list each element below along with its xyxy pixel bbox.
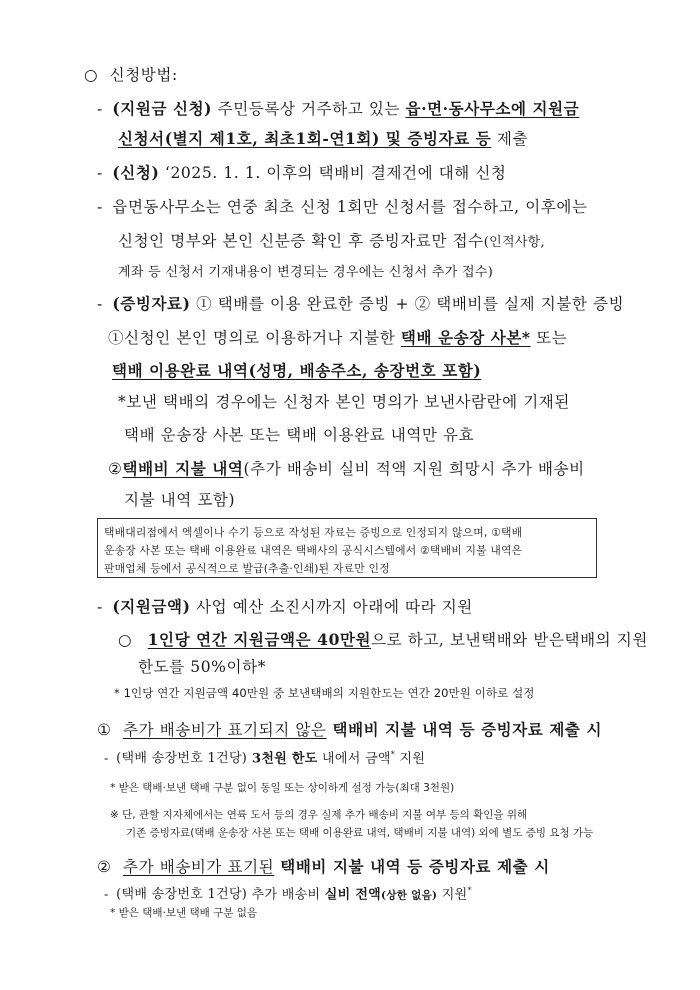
case-2-title: [97, 859, 550, 876]
amount-sub-line-2: 한도를 50%이하*: [138, 658, 266, 676]
notice-line-3: 판매업체 등에서 공식적으로 발급(추출·인쇄)된 자료만 인정: [104, 562, 390, 575]
notice-line-1: 택배대리점에서 엑셀이나 수기 등으로 작성된 자료는 증빙으로 인정되지 않으며, ①택배: [104, 526, 523, 539]
apply-period-item: [97, 165, 507, 182]
case-1-detail-text: 내에서 금액: [317, 751, 391, 767]
evidence-sub-2-line-2: 지불 내역 포함): [124, 491, 236, 509]
case-2-number: ②: [97, 858, 112, 876]
dash: -: [97, 164, 103, 182]
evidence-label: (증빙자료): [112, 294, 191, 313]
dash: -: [97, 295, 103, 313]
amount-label: (지원금액): [112, 597, 191, 616]
apply-item-cont: [118, 131, 528, 148]
apply-label: (지원금 신청): [112, 99, 213, 118]
case-2-detail-paren: (택배 송장번호 1건당): [116, 887, 248, 903]
case-1-title-rest: 택배비 지불 내역 등 증빙자료 제출 시: [326, 720, 603, 739]
case-1-note-2-line-1: ※ 단, 관할 지자체에서는 연륙 도서 등의 경우 실제 추가 배송비 지불 여부 등의 확인을 위해: [110, 809, 528, 821]
case-2-detail-text: 추가 배송비: [247, 887, 325, 903]
amount-sub-text: 으로 하고, 보낸택배와 받은택배의 지원: [371, 631, 648, 649]
case-2-detail-end: 지원: [437, 887, 468, 903]
case-2-title-rest: 택배비 지불 내역 등 증빙자료 제출 시: [274, 857, 550, 876]
apply-underline-1: 읍·면·동사무소에 지원금: [405, 99, 580, 118]
office-item: [97, 200, 588, 216]
case-2-underline: 추가 배송비가 표기된: [123, 858, 275, 876]
case-2-detail: [104, 887, 472, 901]
case-2-detail-small: (상한 없음): [381, 889, 438, 902]
evidence-sub-1-suffix: 또는: [530, 329, 568, 347]
evidence-sub-1-prefix: ①신청인 본인 명의로 이용하거나 지불한: [108, 329, 401, 347]
office-line-2-small: (인적사항,: [483, 235, 545, 250]
case-2-note: * 받은 택배·보낸 택배 구분 없음: [110, 907, 257, 919]
office-line-1: 읍면동사무소는 연중 최초 신청 1회만 신청서를 접수하고, 이후에는: [112, 198, 588, 216]
dash: -: [97, 198, 103, 216]
office-line-2-main: 신청인 명부와 본인 신분증 확인 후 증빙자료만 접수: [118, 232, 484, 250]
footnote-marker: *: [467, 886, 472, 895]
evidence-note-1-line-1: *보낸 택배의 경우에는 신청자 본인 명의가 보낸사람란에 기재된: [118, 393, 570, 411]
evidence-item: [97, 296, 624, 313]
amount-sub: [118, 632, 648, 649]
evidence-sub-1-underline: 택배 운송장 사본*: [400, 328, 531, 347]
evidence-note-1-line-2: 택배 운송장 사본 또는 택배 이용완료 내역만 유효: [124, 426, 475, 444]
case-1-detail-end: 지원: [395, 751, 426, 767]
dash: -: [104, 887, 109, 903]
case-1-note-1: * 받은 택배·보낸 택배 구분 없이 동일 또는 상이하게 설정 가능(최대 3천원): [110, 782, 455, 794]
evidence-sub-2: [108, 461, 585, 478]
case-1-title: [97, 722, 602, 739]
dash: -: [97, 100, 103, 118]
evidence-sub-2-suffix: (추가 배송비 실비 적액 지원 희망시 추가 배송비: [243, 460, 585, 478]
apply-underline-2: 신청서(별지 제1호, 최초1회-연1회) 및 증빙자료 등: [118, 129, 492, 148]
apply-item: [97, 101, 579, 118]
apply-text-2: 제출: [491, 130, 529, 148]
footnote-marker: *: [390, 750, 396, 759]
apply-period-label: (신청): [112, 163, 160, 182]
evidence-sub-2-prefix: ②: [108, 460, 123, 478]
apply-period-text: ‘2025. 1. 1. 이후의 택배비 결제건에 대해 신청: [159, 164, 507, 182]
case-1-detail-bold: 3천원 한도: [247, 751, 318, 767]
case-1-note-2-line-2: 기존 증빙자료(택배 운송장 사본 또는 택배 이용완료 내역, 택배비 지불 내역) 외에 별도 증빙 요청 가능: [126, 827, 594, 839]
notice-line-2: 운송장 사본 또는 택배 이용완료 내역은 택배사의 공식시스템에서 ②택배비 지불 내역은: [104, 544, 523, 557]
evidence-sub-2-underline: 택배비 지불 내역: [122, 459, 244, 478]
notice-box: [97, 518, 597, 578]
evidence-text: ① 택배를 이용 완료한 증빙 + ② 택배비를 실제 지불한 증빙: [190, 295, 625, 313]
evidence-sub-1-line-2-text: 택배 이용완료 내역(성명, 배송주소, 송장번호 포함): [112, 361, 482, 380]
office-line-2: [118, 234, 545, 250]
case-1-number: ①: [97, 721, 112, 739]
evidence-sub-1-line-2: [112, 363, 481, 380]
circle-bullet-icon: ○: [84, 66, 99, 84]
case-1-underline: 추가 배송비가 표기되지 않은: [123, 721, 327, 739]
case-1-detail-paren: (택배 송장번호 1건당): [116, 751, 248, 767]
section-title: 신청방법:: [109, 66, 178, 84]
amount-item: [97, 599, 473, 616]
amount-sub-underline: 1인당 연간 지원금액은 40만원: [147, 630, 372, 649]
case-1-detail: [104, 751, 425, 765]
evidence-sub-1: [108, 330, 567, 347]
case-2-detail-bold: 실비 전액: [324, 887, 382, 903]
circle-bullet-icon: ○: [118, 631, 133, 649]
dash: -: [97, 598, 103, 616]
section-heading: [84, 68, 178, 84]
office-line-3: 계좌 등 신청서 기재내용이 변경되는 경우에는 신청서 추가 접수): [118, 265, 494, 280]
amount-text: 사업 예산 소진시까지 아래에 따라 지원: [190, 598, 473, 616]
amount-note: * 1인당 연간 지원금액 40만원 중 보낸택배의 지원한도는 연간 20만원 이하로 설정: [114, 686, 535, 700]
apply-text: 주민등록상 거주하고 있는: [212, 100, 406, 118]
dash: -: [104, 751, 109, 767]
